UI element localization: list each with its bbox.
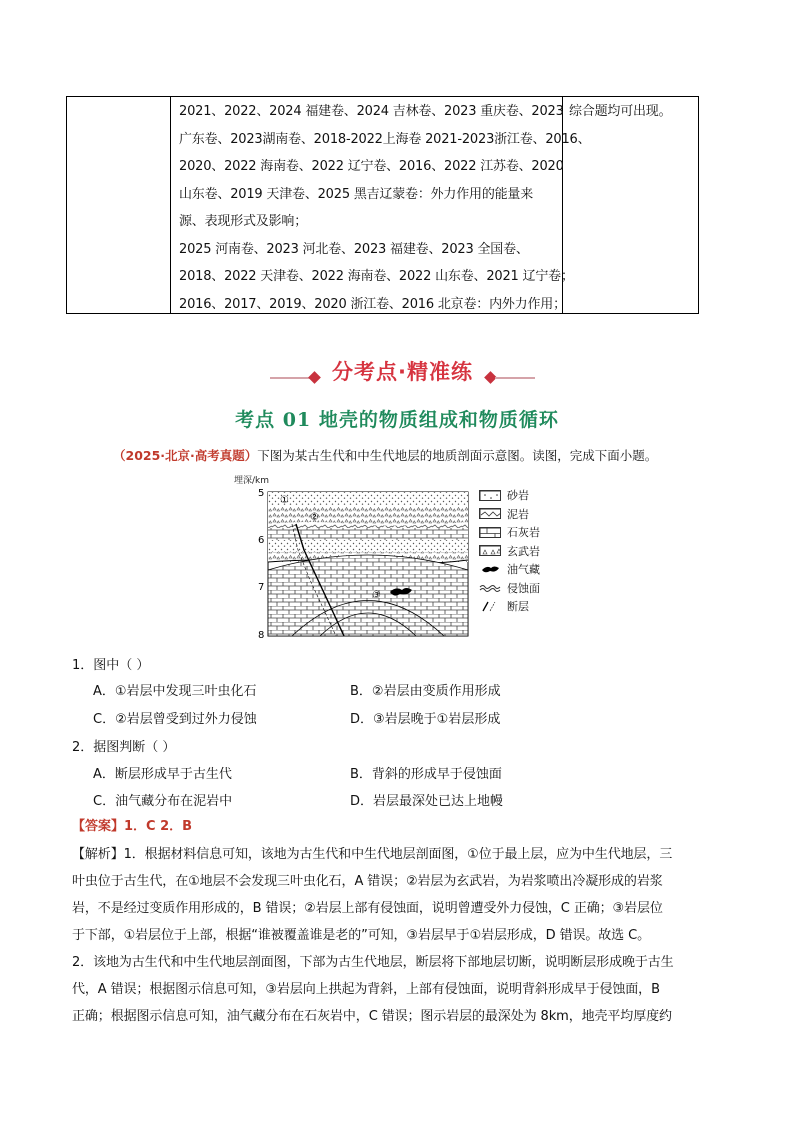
table-cell-sources — [171, 97, 591, 313]
question-intro-text: 下图为某古生代和中生代地层的地质剖面示意图。读图，完成下面小题。 — [257, 448, 658, 463]
explanation-line: 【解析】1．根据材料信息可知，该地为古生代和中生代地层剖面图，①位于最上层，应为中生代地层，三 — [72, 847, 673, 862]
question-1-option-d[interactable]: D．③岩层晚于①岩层形成 — [350, 712, 501, 727]
explanation-line: 于下部，①岩层位于上部，根据“谁被覆盖谁是老的”可知，③岩层早于①岩层形成，D 错误。故选 C。 — [72, 928, 650, 943]
table-line: 山东卷、2019 天津卷、2025 黑吉辽蒙卷：外力作用的能量来 — [179, 186, 534, 202]
legend-item — [479, 505, 540, 524]
banner-diamond-left — [308, 371, 321, 384]
question-1-option-c[interactable]: C．②岩层曾受到过外力侵蚀 — [93, 712, 257, 727]
depth-tick-7: 7 — [258, 582, 265, 593]
legend-label: 油气藏 — [507, 563, 540, 577]
depth-tick-8: 8 — [258, 630, 265, 641]
legend-item — [479, 597, 540, 616]
legend-item — [479, 560, 540, 579]
legend-label: 泥岩 — [507, 507, 529, 521]
diagram-legend — [479, 486, 540, 616]
table-line: 源、表现形式及影响； — [179, 214, 308, 229]
legend-item — [479, 579, 540, 598]
table-line: 2025 河南卷、2023 河北卷、2023 福建卷、2023 全国卷、 — [179, 241, 529, 257]
legend-item — [479, 542, 540, 561]
table-line: 2016、2017、2019、2020 浙江卷、2016 北京卷：内外力作用； — [179, 296, 566, 312]
section-banner — [270, 352, 535, 392]
explanation-line: 代，A 错误；根据图示信息可知，③岩层向上拱起为背斜，上部有侵蚀面，说明背斜形成早于侵蚀面，B — [72, 982, 660, 997]
question-intro — [113, 446, 657, 464]
explanation-line: 叶虫位于古生代，在①地层不会发现三叶虫化石，A 错误；②岩层为玄武岩，为岩浆喷出冷凝形成的岩浆 — [72, 874, 663, 889]
depth-axis-label: 埋深/km — [234, 476, 270, 486]
question-2-option-d[interactable]: D．岩层最深处已达上地幔 — [350, 794, 504, 809]
table-line: 2020、2022 海南卷、2022 辽宁卷、2016、2022 江苏卷、2020 — [179, 159, 564, 174]
question-2-stem: 2．据图判断（ ） — [72, 740, 176, 755]
depth-tick-6: 6 — [258, 535, 265, 546]
table-cell-empty — [67, 97, 171, 313]
banner-line-right — [495, 377, 535, 379]
banner-line-left — [270, 377, 310, 379]
banner-text: 分考点·精准练 — [332, 360, 473, 384]
question-source: （2025·北京·高考真题） — [113, 448, 258, 463]
legend-label: 石灰岩 — [507, 526, 540, 540]
topic-table — [66, 96, 699, 314]
layer-label-2: ② — [310, 512, 319, 523]
legend-label: 玄武岩 — [507, 544, 540, 558]
question-2-option-c[interactable]: C．油气藏分布在泥岩中 — [93, 794, 233, 809]
question-1-option-b[interactable]: B．②岩层由变质作用形成 — [350, 684, 501, 699]
table-line: 广东卷、2023湖南卷、2018-2022上海卷 2021-2023浙江卷、2016、 — [179, 131, 591, 147]
question-2-option-a[interactable]: A．断层形成早于古生代 — [93, 767, 232, 782]
layer-label-1: ① — [280, 495, 289, 506]
answer-line: 【答案】1．C 2．B — [72, 819, 193, 834]
question-1-stem: 1．图中（ ） — [72, 658, 150, 673]
section-title: 考点 01 地壳的物质组成和物质循环 — [235, 409, 559, 431]
legend-label: 断层 — [507, 600, 529, 614]
layer-label-3: ③ — [372, 590, 381, 601]
explanation-line: 岩，不是经过变质作用形成的，B 错误；②岩层上部有侵蚀面，说明曾遭受外力侵蚀，C 正确；③岩层位 — [72, 901, 663, 916]
question-1-option-a[interactable]: A．①岩层中发现三叶虫化石 — [93, 684, 257, 699]
table-line: 2018、2022 天津卷、2022 海南卷、2022 山东卷、2021 辽宁卷； — [179, 269, 574, 284]
table-line: 2021、2022、2024 福建卷、2024 吉林卷、2023 重庆卷、2023 — [179, 104, 564, 119]
legend-label: 砂岩 — [507, 489, 529, 503]
explanation-line: 2．该地为古生代和中生代地层剖面图，下部为古生代地层，断层将下部地层切断，说明断层形成晚于古生 — [72, 955, 674, 970]
explanation-line: 正确；根据图示信息可知，油气藏分布在石灰岩中，C 错误；图示岩层的最深处为 8km，地壳平均厚度约 — [72, 1009, 672, 1024]
question-2-option-b[interactable]: B．背斜的形成早于侵蚀面 — [350, 767, 502, 782]
legend-label: 侵蚀面 — [507, 581, 540, 595]
table-note: 综合题均可出现。 — [569, 104, 672, 119]
depth-tick-5: 5 — [258, 488, 265, 499]
legend-item — [479, 486, 540, 505]
legend-item — [479, 523, 540, 542]
table-cell-note — [563, 97, 700, 313]
